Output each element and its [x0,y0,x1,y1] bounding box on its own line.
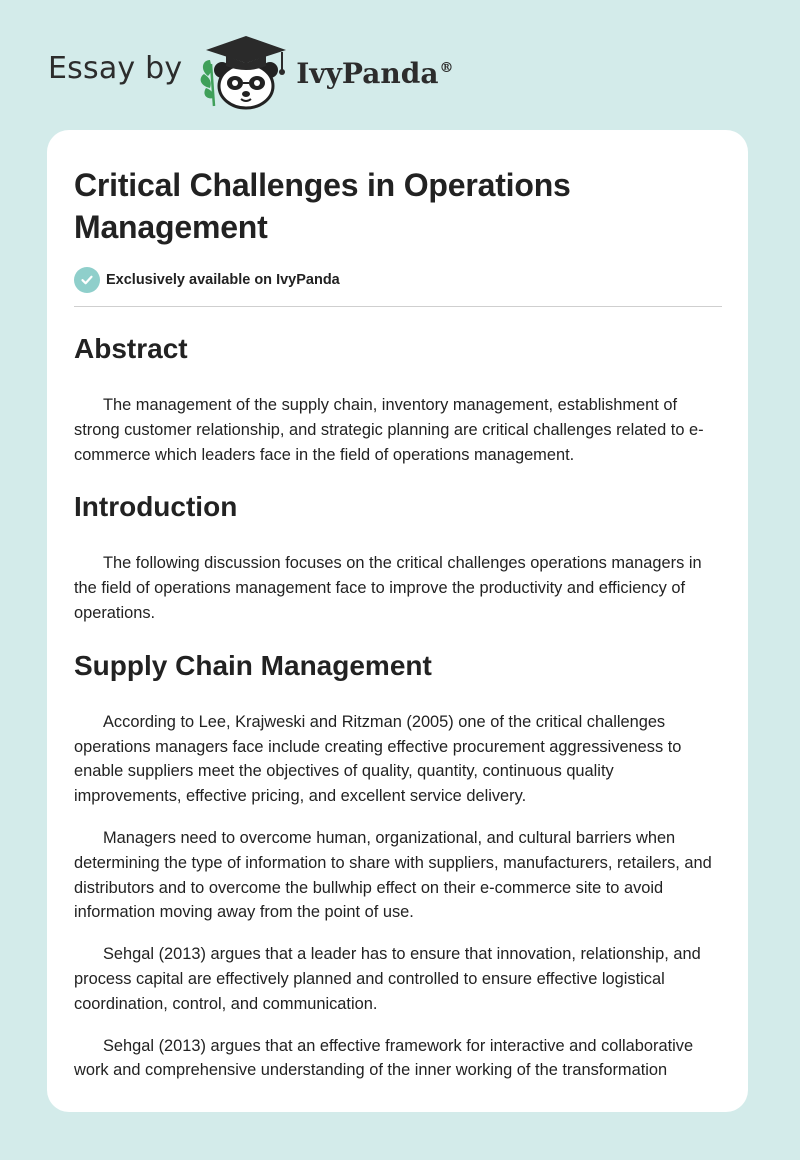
brand-name-text: IvyPanda [296,56,439,90]
paragraph: Sehgal (2013) argues that a leader has to ensure that innovation, relationship, and process capital are effectively planned and controlled to ensure effective logistical coordination, control, and communication. [74,945,701,1013]
checkmark-icon [74,267,100,293]
exclusive-badge [74,266,722,294]
paragraph: According to Lee, Krajweski and Ritzman (2005) one of the critical challenges operations managers face include creating effective procurement aggressiveness to enable suppliers meet the objectives of quality, quantity, continuous quality improvements, effective pricing, and excellent service delivery. [74,712,682,806]
divider [74,306,722,307]
essay-card [47,130,748,1112]
paragraph: Sehgal (2013) argues that an effective framework for interactive and collaborative work and comprehensive understanding of the inner working of the transformation [74,1036,694,1080]
section-heading-supply-chain: Supply Chain Management [74,649,432,681]
brand-header[interactable] [48,30,453,110]
section-heading-abstract: Abstract [74,333,188,364]
exclusive-text: Exclusively available on IvyPanda [106,272,340,288]
brand-name [296,57,453,90]
paragraph: The management of the supply chain, inventory management, establishment of strong customer relationship, and strategic planning are critical challenges related to e-commerce which leaders face in the field of operations management. [74,396,704,464]
section-heading-introduction: Introduction [74,491,238,523]
page-title: Critical Challenges in Operations Management [74,167,571,245]
brand-registered-mark: ® [439,60,454,77]
paragraph: Managers need to overcome human, organizational, and cultural barriers when determining the type of information to share with suppliers, manufacturers, retailers, and distributors and to overcome the bullwhip effect on their e-commerce site to avoid information moving away from the point of use. [74,828,712,922]
panda-graduate-icon [198,30,294,110]
brand-prefix: Essay by [48,50,183,86]
paragraph: The following discussion focuses on the critical challenges operations managers in the field of operations management face to improve the productivity and efficiency of operations. [74,554,702,622]
